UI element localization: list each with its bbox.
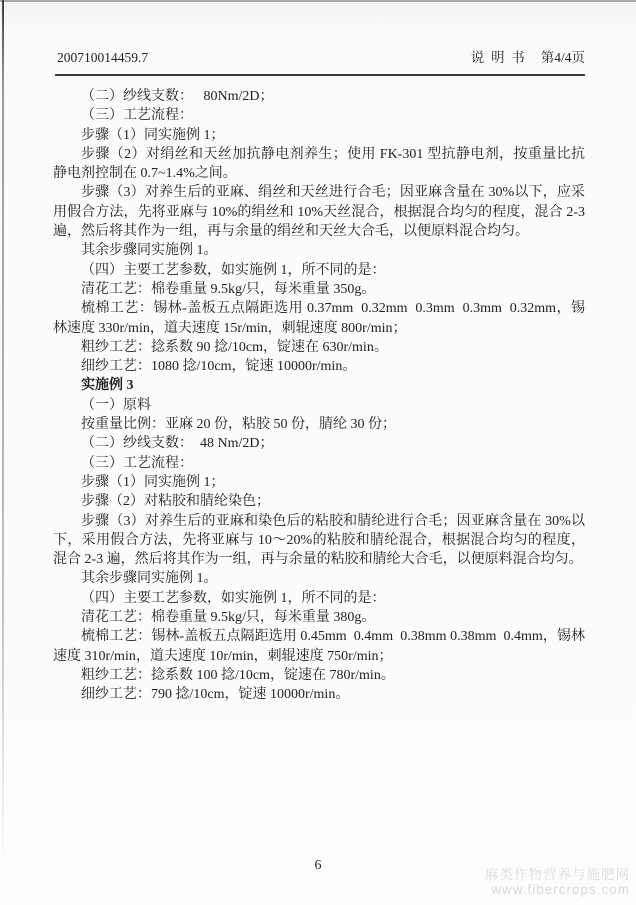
paragraph-process-flow: （三）工艺流程：: [81, 108, 193, 124]
document-body: [53, 87, 589, 705]
paragraph-roving-2: 粗纱工艺：捻系数 100 捻/10cm，锭速在 780r/min。: [81, 667, 395, 683]
paragraph-weight-ratio: 按重量比例：亚麻 20 份，粘胶 50 份，腈纶 30 份；: [81, 417, 396, 433]
page-header: [57, 46, 585, 66]
paragraph-step3: 步骤（3）对养生后的亚麻、绢丝和天丝进行合毛；因亚麻含量在 30%以下，应采用假合方法，先将亚麻与 10%的绢丝和 10%天丝混合，根据混合均匀的程度，混合 2-3 遍，然后将其作为一组，再与余量的绢丝和天丝大合毛，以便原料混合均匀。: [53, 185, 589, 240]
paragraph-raw-material: （一）原料: [81, 397, 151, 413]
watermark-site-name: 麻类作物营养与施肥网: [485, 867, 630, 882]
paragraph-step2-2: 步骤（2）对粘胶和腈纶染色；: [81, 494, 270, 510]
scan-left-edge: [2, 0, 4, 868]
paragraph-step3-2: 步骤（3）对养生后的亚麻和染色后的粘胶和腈纶进行合毛；因亚麻含量在 30%以下，采用假合方法，先将亚麻与 10～20%的粘胶和腈纶混合，根据混合均匀的程度，混合 2-3 遍，然后将其作为一组，再与余量的粘胶和腈纶大合毛，以便原料混合均匀。: [53, 513, 585, 568]
example-3-heading: 实施例 3: [81, 378, 134, 394]
paragraph-step2: 步骤（2）对绢丝和天丝加抗静电剂养生；使用 FK-301 型抗静电剂，按重量比抗静电剂控制在 0.7~1.4%之间。: [53, 146, 585, 182]
header-rule: [55, 74, 585, 76]
page-indicator: 第4/4页: [540, 50, 585, 65]
paragraph-remaining-steps: 其余步骤同实施例 1。: [81, 243, 218, 259]
watermark-site-url: www.fibercrops.com: [491, 882, 630, 897]
paragraph-scutching: 清花工艺：棉卷重量 9.5kg/只，每米重量 350g。: [81, 281, 376, 297]
paragraph-yarn-count: （二）纱线支数： 80Nm/2D；: [81, 89, 274, 104]
doc-type-title: 说 明 书: [470, 50, 525, 65]
paragraph-step1-2: 步骤（1）同实施例 1；: [81, 474, 225, 490]
paragraph-remaining-steps-2: 其余步骤同实施例 1。: [81, 571, 218, 587]
header-right-group: [471, 46, 585, 66]
paragraph-main-parameters-2: （四）主要工艺参数，如实施例 1，所不同的是：: [81, 590, 386, 606]
paragraph-roving: 粗纱工艺：捻系数 90 捻/10cm，锭速在 630r/min。: [81, 339, 388, 355]
paragraph-main-parameters: （四）主要工艺参数，如实施例 1，所不同的是：: [81, 262, 386, 278]
application-number: 200710014459.7: [57, 50, 149, 65]
watermark: [485, 867, 630, 897]
paragraph-carding: 梳棉工艺：锡林-盖板五点隔距选用 0.37mm 0.32mm 0.3mm 0.3mm 0.32mm，锡林速度 330r/min，道夫速度 15r/min，刺辊速度 800r/min；: [53, 301, 585, 336]
paragraph-yarn-count-2: （二）纱线支数： 48 Nm/2D；: [81, 436, 274, 452]
page-number: 6: [314, 858, 322, 873]
paragraph-spinning: 细纱工艺：1080 捻/10cm，锭速 10000r/min。: [81, 359, 357, 375]
paragraph-carding-2: 梳棉工艺：锡林-盖板五点隔距选用 0.45mm 0.4mm 0.38mm 0.38mm 0.4mm，锡林速度 310r/min，道夫速度 10r/min，刺辊速度 750r/min；: [53, 629, 585, 664]
scan-top-edge: [0, 0, 636, 2]
paragraph-scutching-2: 清花工艺：棉卷重量 9.5kg/只，每米重量 380g。: [81, 610, 376, 626]
paragraph-spinning-2: 细纱工艺：790 捻/10cm，锭速 10000r/min。: [81, 687, 350, 703]
paragraph-process-flow-2: （三）工艺流程：: [81, 455, 193, 471]
paragraph-step1: 步骤（1）同实施例 1；: [81, 127, 225, 143]
